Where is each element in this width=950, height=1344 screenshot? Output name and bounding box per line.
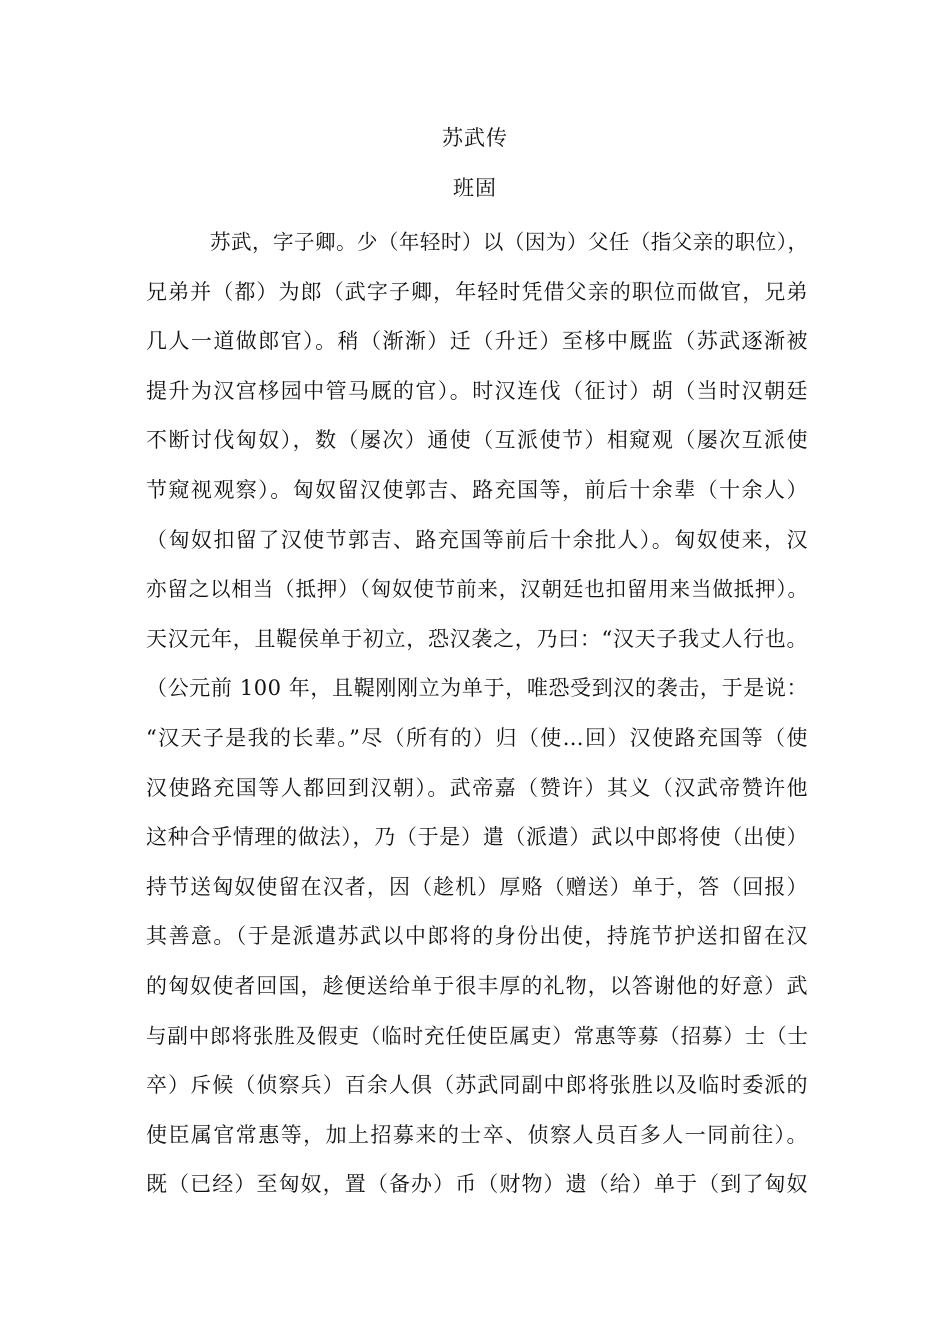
body-text <box>146 218 808 1210</box>
text-line: 亦留之以相当（抵押）（匈奴使节前来，汉朝廷也扣留用来当做抵押）。 <box>146 577 808 602</box>
text-line: 卒）斥候（侦察兵）百余人俱（苏武同副中郎将张胜以及临时委派的 <box>146 1073 808 1098</box>
text-line: 持节送匈奴使留在汉者，因（趁机）厚赂（赠送）单于，答（回报） <box>146 874 808 899</box>
text-line: （匈奴扣留了汉使节郭吉、路充国等前后十余批人）。匈奴使来，汉 <box>146 527 808 552</box>
text-line: 的匈奴使者回国，趁便送给单于很丰厚的礼物，以答谢他的好意）武 <box>146 973 808 998</box>
text-line: 这种合乎情理的做法），乃（于是）遣（派遣）武以中郎将使（出使） <box>146 825 808 850</box>
document-title: 苏武传 <box>442 126 508 150</box>
text-line: 几人一道做郎官）。稍（渐渐）迁（升迁）至栘中厩监（苏武逐渐被 <box>146 329 808 354</box>
text-line: 既（已经）至匈奴，置（备办）币（财物）遗（给）单于（到了匈奴 <box>146 1172 808 1197</box>
text-line: “汉天子是我的长辈。”尽（所有的）归（使…回）汉使路充国等（使 <box>146 725 808 750</box>
text-line: 苏武，字子卿。少（年轻时）以（因为）父任（指父亲的职位）， <box>210 230 808 254</box>
text-line: 其善意。（于是派遣苏武以中郎将的身份出使，持旄节护送扣留在汉 <box>146 924 808 949</box>
text-line: 与副中郎将张胜及假吏（临时充任使臣属吏）常惠等募（招募）士（士 <box>146 1023 808 1048</box>
text-line: 天汉元年，且鞮侯单于初立，恐汉袭之，乃曰：“汉天子我丈人行也。 <box>146 626 808 651</box>
text-line: 汉使路充国等人都回到汉朝）。武帝嘉（赞许）其义（汉武帝赞许他 <box>146 775 808 800</box>
text-line: 使臣属官常惠等，加上招募来的士卒、侦察人员百多人一同前往）。 <box>146 1122 808 1147</box>
text-line: 不断讨伐匈奴），数（屡次）通使（互派使节）相窥观（屡次互派使 <box>146 428 808 453</box>
document-author: 班固 <box>453 176 497 200</box>
text-line: 兄弟并（都）为郎（武字子卿，年轻时凭借父亲的职位而做官，兄弟 <box>146 279 808 304</box>
text-line: （公元前 100 年，且鞮刚刚立为单于，唯恐受到汉的袭击，于是说： <box>146 676 808 701</box>
text-line: 提升为汉宫栘园中管马厩的官）。时汉连伐（征讨）胡（当时汉朝廷 <box>146 378 808 403</box>
text-line: 节窥视观察）。匈奴留汉使郭吉、路充国等，前后十余辈（十余人） <box>146 477 808 502</box>
